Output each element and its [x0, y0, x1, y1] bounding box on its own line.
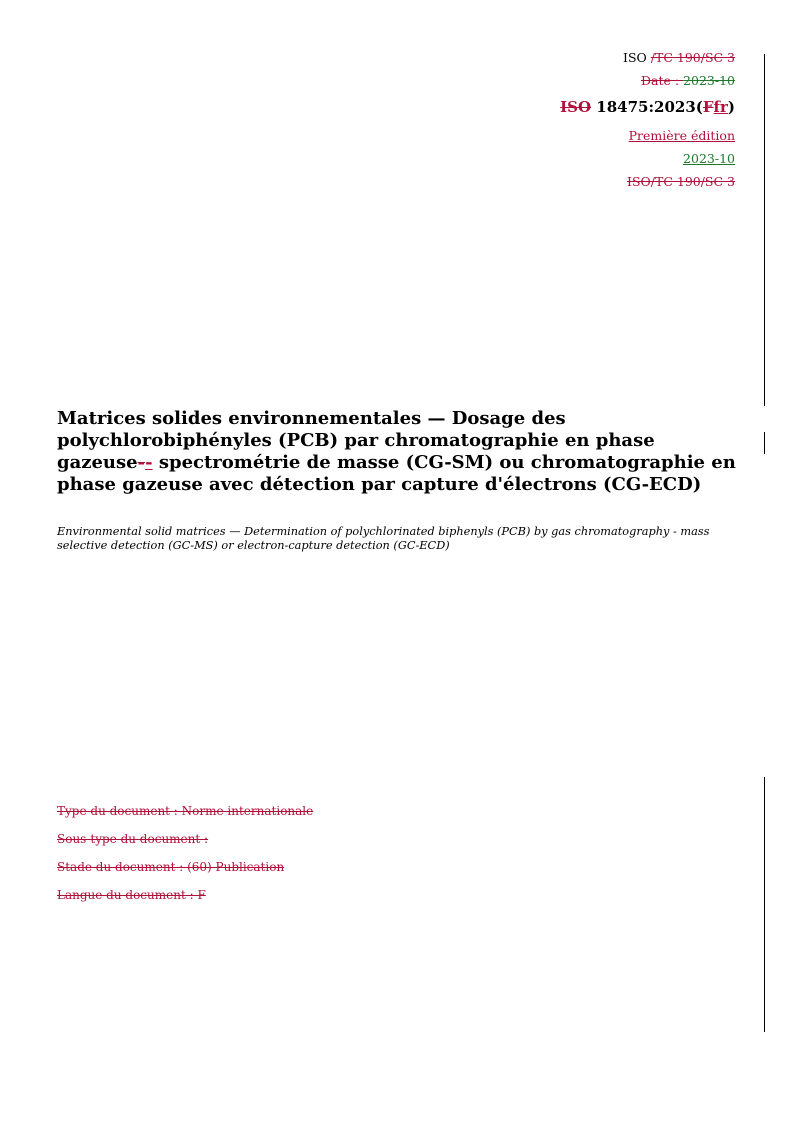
french-title — [57, 408, 737, 496]
committee-line — [560, 174, 735, 197]
date-label-deleted: Date : — [640, 73, 684, 88]
lang-deleted: F — [702, 98, 714, 116]
committee-deleted: ISO/TC 190/SC 3 — [627, 174, 735, 189]
title-dash-deleted: - — [137, 451, 146, 473]
french-title-rest: spectrométrie de masse (CG-SM) ou chromatographie en phase gazeuse avec détection par capture d'électrons (CG-ECD) — [57, 451, 736, 495]
standard-prefix-deleted: ISO — [560, 98, 592, 116]
date-line — [560, 73, 735, 96]
metadata-stage: Stade du document : (60) Publication — [57, 860, 285, 874]
change-bar — [764, 54, 765, 406]
metadata-subtype: Sous-type du document : — [57, 832, 209, 846]
english-title: Environmental solid matrices — Determination of polychlorinated biphenyls (PCB) by gas chromatography - mass selective detection (GC-MS) or electron-capture detection (GC-ECD) — [57, 525, 710, 553]
metadata-language: Langue du document : F — [57, 888, 206, 902]
document-header — [560, 50, 735, 197]
tc-deleted: /TC 190/SC 3 — [650, 50, 735, 65]
change-bar — [764, 432, 765, 454]
year-inserted: 2023-10 — [683, 151, 735, 166]
year-line — [560, 151, 735, 174]
iso-prefix: ISO — [623, 50, 647, 65]
standard-reference — [560, 96, 735, 128]
edition-inserted: Première édition — [628, 128, 735, 143]
date-value-deleted: 2023-10 — [683, 73, 735, 88]
metadata-type: Type du document : Norme internationale — [57, 804, 314, 818]
french-title-main: Matrices solides environnementales — Dosage des polychlorobiphényles (PCB) par chromatographie en phase gazeuse — [57, 408, 655, 473]
lang-inserted: fr — [713, 98, 728, 116]
change-bar — [764, 777, 765, 1032]
standard-number: 18475:2023( — [596, 98, 703, 116]
edition-line — [560, 128, 735, 151]
iso-committee-line — [560, 50, 735, 73]
document-metadata — [57, 804, 313, 916]
title-dash-inserted: - — [145, 451, 153, 473]
standard-close: ) — [727, 98, 735, 116]
